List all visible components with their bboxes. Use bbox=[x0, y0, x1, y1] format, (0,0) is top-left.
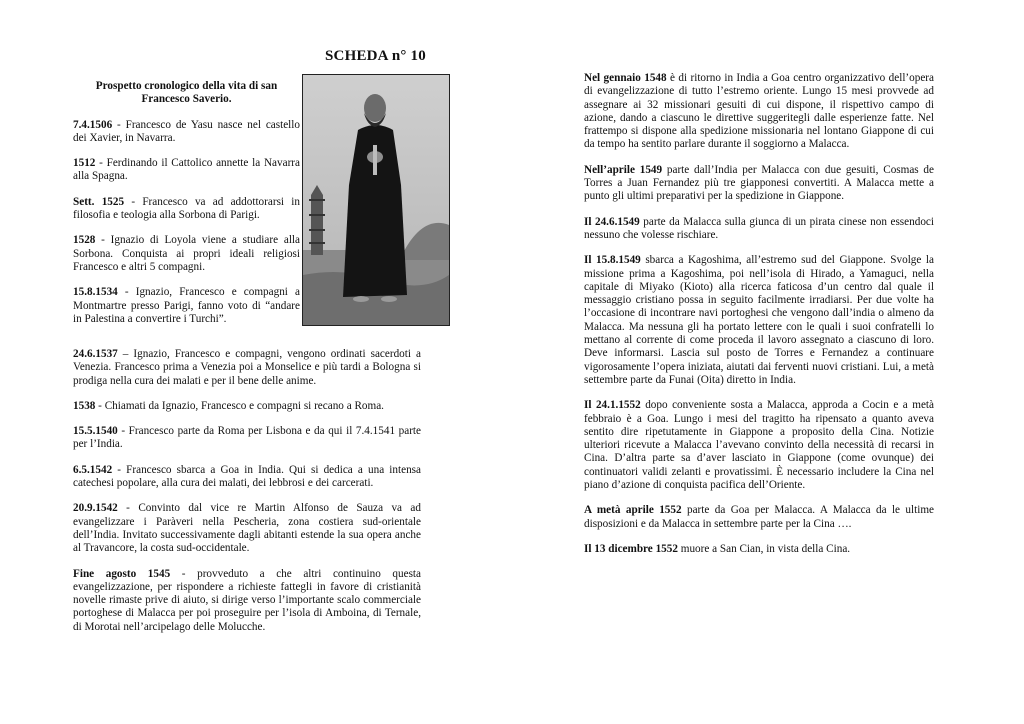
entry-text: – Ignazio, Francesco e compagni, vengono ordinati sacerdoti a Venezia. Francesco prima a Venezia poi a Monselice e più tardi a Bologna si prodiga nella cura dei malati e per il bene delle anime. bbox=[73, 348, 421, 387]
entry-text: - Francesco de Yasu nasce nel castello dei Xavier, in Navarra. bbox=[73, 118, 300, 144]
chronology-entry bbox=[73, 400, 421, 413]
entry-date: A metà aprile 1552 bbox=[584, 504, 682, 517]
entry-date: 24.6.1537 bbox=[73, 348, 118, 360]
entry-date: Il 15.8.1549 bbox=[584, 254, 641, 267]
chronology-entry bbox=[73, 196, 300, 223]
chronology-entry bbox=[73, 425, 421, 452]
entry-date: 1538 bbox=[73, 399, 96, 412]
chronology-entry bbox=[584, 216, 934, 243]
chronology-entry bbox=[584, 399, 934, 492]
chronology-entry bbox=[73, 348, 421, 388]
entry-date: 15.8.1534 bbox=[73, 286, 118, 299]
chronology-entry bbox=[73, 157, 300, 184]
entry-date: 1512 bbox=[73, 157, 96, 170]
entry-date: Nel gennaio 1548 bbox=[584, 72, 667, 84]
entry-date: Il 24.1.1552 bbox=[584, 399, 641, 412]
entry-text: muore a San Cian, in vista della Cina. bbox=[677, 542, 851, 555]
entry-text: - Ignazio di Loyola viene a studiare alla Sorbona. Conquista ai propri ideali religiosi Francesco e altri 5 compagni. bbox=[73, 234, 300, 273]
chronology-entry bbox=[73, 502, 421, 555]
left-top-column bbox=[73, 80, 300, 338]
entry-text: - provveduto a che altri continuino questa evangelizzazione, per rispondere a richieste fattegli in favore di cristianità novelle rimaste prive di aiuto, si dirige verso l’importante scalo commerciale portoghese di Malacca per poi proseguire per l’isola di Amboina, di Ternale, di Morotai nell’arcipelago delle Molucche. bbox=[73, 567, 421, 633]
chronology-entry bbox=[584, 504, 934, 531]
entry-date: Fine agosto 1545 bbox=[73, 567, 171, 580]
entry-text: - Chiamati da Ignazio, Francesco e compagni si recano a Roma. bbox=[95, 399, 384, 412]
entry-text: parte da Malacca sulla giunca di un pirata cinese non essendoci nessuno che volesse rischiare. bbox=[584, 215, 934, 241]
entry-text: - Convinto dal vice re Martin Alfonso de Sauza va ad evangelizzare i Paràveri nella Pescheria, zona costiera sud-orientale dell’India. Invitato successivamente dagli abitanti estende la sua opera anche al Travancore, la costa sud-occidentale. bbox=[73, 502, 421, 555]
subtitle: Prospetto cronologico della vita di san Francesco Saverio. bbox=[95, 80, 278, 106]
entry-text: sbarca a Kagoshima, all’estremo sud del Giappone. Svolge la missione prima a Kagoshima, poi nell’isola di Hirado, a Yamaguci, nella capitale di Miyako (Kioto) alla ricerca faticosa d’un centro dal quale il messaggio cristiano possa in seguito facilmente irradiarsi. Per due volte ha l’occasione di incontrare navi portoghesi che vengono dall’india o almeno da Malacca. Ma nessuna gli ha portato lettere con le quali i suoi confratelli lo mettano al corrente di come proceda il lavoro assegnato a ciascuno di loro. Deve informarsi. Lascia sul posto de Torres e Fernandez a continuare vigorosamente l’opera iniziata, aiutati dai ferventi nuovi cristiani. Lui, a metà settembre parte da Funai (Oita) diretto in India. bbox=[584, 254, 934, 386]
page-title: SCHEDA n° 10 bbox=[325, 48, 426, 64]
entry-text: - Ferdinando il Cattolico annette la Navarra alla Spagna. bbox=[73, 157, 300, 183]
entry-date: Il 13 dicembre 1552 bbox=[584, 542, 678, 555]
chronology-entry bbox=[584, 164, 934, 204]
saint-portrait-image bbox=[302, 74, 450, 326]
entry-date: Il 24.6.1549 bbox=[584, 215, 640, 228]
entry-text: parte da Goa per Malacca. A Malacca da le ultime disposizioni e da Malacca in settembre parte per la Cina …. bbox=[584, 504, 935, 530]
chronology-entry bbox=[73, 568, 421, 634]
chronology-entry bbox=[584, 254, 934, 387]
entry-text: dopo conveniente sosta a Malacca, approda a Cocin e a metà febbraio è a Goa. Lungo i mesi del tragitto ha ripensato a quanto aveva sentito dire ripetutamente in Giappone a proposito della Cina. Notizie ulteriori ricevute a Malacca l’avevano convinto della necessità di recarsi in Cina. D’altra parte sa d’aver lasciato in Giappone (come ovunque) dei continuatori validi zelanti e provatissimi. È necessario includere la Cina nel piano d’azione di conquista pacifica dell’Oriente. bbox=[584, 399, 934, 492]
right-column bbox=[584, 72, 934, 568]
entry-date: 20.9.1542 bbox=[73, 502, 118, 515]
chronology-entry bbox=[73, 234, 300, 274]
chronology-entry bbox=[73, 286, 300, 326]
entry-text: - Francesco sbarca a Goa in India. Qui si dedica a una intensa catechesi popolare, alla cura dei malati, dei lebbrosi e dei carcerati. bbox=[73, 463, 421, 490]
chronology-entry bbox=[584, 72, 934, 152]
entry-date: 1528 bbox=[73, 234, 96, 247]
entry-date: Nell’aprile 1549 bbox=[584, 163, 663, 176]
entry-date: Sett. 1525 bbox=[73, 195, 125, 208]
chronology-entry bbox=[73, 119, 300, 146]
entry-date: 7.4.1506 bbox=[73, 118, 113, 131]
entry-text: è di ritorno in India a Goa centro organizzativo dell’opera di evangelizzazione di tutto l’estremo oriente. Lungo 15 mesi provvede ad assegnare ai 32 missionari gesuiti di cui dispone, il rispettivo campo di azione, dando a ciascuno le direttive suggeritegli dalle esperienze fatte. Nel frattempo si dispone alla spedizione missionaria nel lontano Giappone di cui da tempo ha sentito parlare durante il soggiorno a Malacca. bbox=[584, 72, 934, 151]
entry-text: - Francesco va ad addottorarsi in filosofia e teologia alla Sorbona di Parigi. bbox=[73, 195, 300, 222]
entry-text: - Francesco parte da Roma per Lisbona e da qui il 7.4.1541 parte per l’India. bbox=[73, 425, 421, 451]
left-bottom-column bbox=[73, 348, 421, 646]
chronology-entry bbox=[73, 464, 421, 491]
entry-date: 6.5.1542 bbox=[73, 463, 113, 476]
entry-text: - Ignazio, Francesco e compagni a Montmartre presso Parigi, fanno voto di “andare in Palestina a convertire i Turchi”. bbox=[73, 286, 300, 325]
chronology-entry bbox=[584, 543, 934, 556]
entry-text: parte dall’India per Malacca con due gesuiti, Cosmas de Torres a Juan Fernandez più tre giapponesi convertiti. A Malacca mette a punto gli ultimi preparativi per la spedizione in Giappone. bbox=[584, 163, 934, 203]
entry-date: 15.5.1540 bbox=[73, 425, 118, 438]
left-top-entries bbox=[73, 119, 300, 327]
